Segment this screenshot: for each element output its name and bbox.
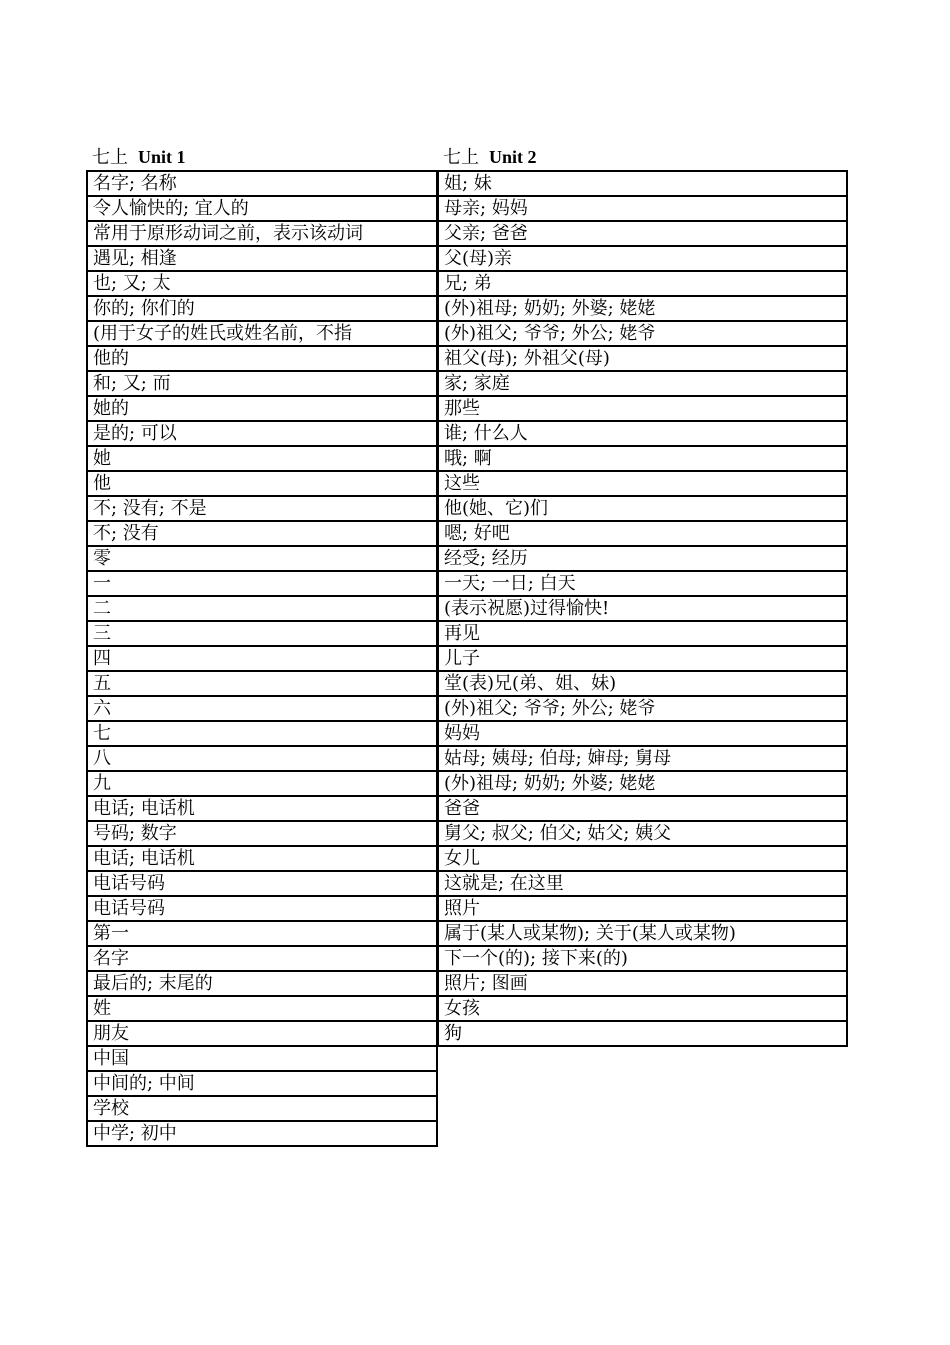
- unit1-row: [87, 871, 437, 896]
- unit1-row: [87, 796, 437, 821]
- unit2-row: [438, 621, 847, 646]
- unit2-row: [438, 696, 847, 721]
- unit2-meaning-cell: 经受; 经历: [438, 546, 847, 571]
- unit2-row: [438, 646, 847, 671]
- unit1-row: [87, 821, 437, 846]
- unit2-grade: 七上: [443, 147, 479, 168]
- unit2-meaning-cell: 下一个(的); 接下来(的): [438, 946, 847, 971]
- unit2-meaning-cell: 那些: [438, 396, 847, 421]
- unit1-vocab-table: [86, 170, 438, 1147]
- unit1-row: [87, 596, 437, 621]
- unit2-meaning-cell: 一天; 一日; 白天: [438, 571, 847, 596]
- unit1-meaning-cell: 号码; 数字: [87, 821, 437, 846]
- unit2-meaning-cell: 谁; 什么人: [438, 421, 847, 446]
- unit1-meaning-cell: 她的: [87, 396, 437, 421]
- unit1-meaning-cell: 五: [87, 671, 437, 696]
- unit1-meaning-cell: 中学; 初中: [87, 1121, 437, 1146]
- unit1-row: [87, 296, 437, 321]
- unit2-row: [438, 171, 847, 196]
- unit1-row: [87, 896, 437, 921]
- unit1-row: [87, 996, 437, 1021]
- unit2-vocab-table: [437, 170, 848, 1047]
- unit1-meaning-cell: 常用于原形动词之前，表示该动词: [87, 221, 437, 246]
- unit1-meaning-cell: 不; 没有; 不是: [87, 496, 437, 521]
- unit2-meaning-cell: (外)祖父; 爷爷; 外公; 姥爷: [438, 321, 847, 346]
- unit1-row: [87, 446, 437, 471]
- unit1-meaning-cell: 电话; 电话机: [87, 846, 437, 871]
- unit2-meaning-cell: 爸爸: [438, 796, 847, 821]
- unit2-meaning-cell: 祖父(母); 外祖父(母): [438, 346, 847, 371]
- unit1-row: [87, 921, 437, 946]
- unit1-meaning-cell: 中间的; 中间: [87, 1071, 437, 1096]
- unit1-meaning-cell: 他: [87, 471, 437, 496]
- unit2-row: [438, 996, 847, 1021]
- unit2-meaning-cell: 父(母)亲: [438, 246, 847, 271]
- unit1-grade: 七上: [92, 147, 128, 168]
- unit2-row: [438, 571, 847, 596]
- unit1-row: [87, 571, 437, 596]
- unit1-meaning-cell: (用于女子的姓氏或姓名前，不指: [87, 321, 437, 346]
- unit1-row: [87, 696, 437, 721]
- unit1-meaning-cell: 和; 又; 而: [87, 371, 437, 396]
- unit1-row: [87, 321, 437, 346]
- unit1-row: [87, 346, 437, 371]
- unit2-row: [438, 471, 847, 496]
- unit2-row: [438, 671, 847, 696]
- unit2-row: [438, 771, 847, 796]
- unit1-meaning-cell: 朋友: [87, 1021, 437, 1046]
- unit1-meaning-cell: 二: [87, 596, 437, 621]
- unit2-meaning-cell: (外)祖父; 爷爷; 外公; 姥爷: [438, 696, 847, 721]
- unit1-row: [87, 271, 437, 296]
- unit1-meaning-cell: 电话号码: [87, 896, 437, 921]
- unit2-row: [438, 346, 847, 371]
- unit1-meaning-cell: 零: [87, 546, 437, 571]
- unit2-row: [438, 396, 847, 421]
- unit2-row: [438, 971, 847, 996]
- unit1-row: [87, 246, 437, 271]
- unit1-meaning-cell: 遇见; 相逢: [87, 246, 437, 271]
- unit2-meaning-cell: 母亲; 妈妈: [438, 196, 847, 221]
- unit2-row: [438, 821, 847, 846]
- unit2-meaning-cell: 儿子: [438, 646, 847, 671]
- unit2-header: [437, 144, 848, 170]
- unit1-row: [87, 1046, 437, 1071]
- unit1-meaning-cell: 第一: [87, 921, 437, 946]
- unit1-meaning-cell: 是的; 可以: [87, 421, 437, 446]
- unit1-meaning-cell: 他的: [87, 346, 437, 371]
- unit1-meaning-cell: 名字: [87, 946, 437, 971]
- unit1-row: [87, 946, 437, 971]
- unit2-row: [438, 271, 847, 296]
- unit1-meaning-cell: 最后的; 末尾的: [87, 971, 437, 996]
- unit2-row: [438, 246, 847, 271]
- unit2-meaning-cell: 女孩: [438, 996, 847, 1021]
- unit1-meaning-cell: 中国: [87, 1046, 437, 1071]
- unit2-meaning-cell: 兄; 弟: [438, 271, 847, 296]
- unit2-row: [438, 596, 847, 621]
- unit1-meaning-cell: 电话号码: [87, 871, 437, 896]
- unit1-row: [87, 421, 437, 446]
- unit1-meaning-cell: 你的; 你们的: [87, 296, 437, 321]
- unit2-meaning-cell: (外)祖母; 奶奶; 外婆; 姥姥: [438, 771, 847, 796]
- unit1-row: [87, 371, 437, 396]
- unit2-row: [438, 221, 847, 246]
- unit2-meaning-cell: 狗: [438, 1021, 847, 1046]
- unit2-row: [438, 871, 847, 896]
- unit2-meaning-cell: (外)祖母; 奶奶; 外婆; 姥姥: [438, 296, 847, 321]
- unit1-row: [87, 1071, 437, 1096]
- unit2-meaning-cell: 他(她、它)们: [438, 496, 847, 521]
- unit1-row: [87, 221, 437, 246]
- unit2-row: [438, 896, 847, 921]
- unit1-meaning-cell: 六: [87, 696, 437, 721]
- unit2-meaning-cell: (表示祝愿)过得愉快!: [438, 596, 847, 621]
- unit2-meaning-cell: 属于(某人或某物); 关于(某人或某物): [438, 921, 847, 946]
- unit2-meaning-cell: 姐; 妹: [438, 171, 847, 196]
- unit2-meaning-cell: 再见: [438, 621, 847, 646]
- unit2-row: [438, 1021, 847, 1046]
- unit2-row: [438, 371, 847, 396]
- unit2-row: [438, 946, 847, 971]
- unit2-row: [438, 196, 847, 221]
- unit2-row: [438, 421, 847, 446]
- unit2-row: [438, 446, 847, 471]
- unit1-meaning-cell: 她: [87, 446, 437, 471]
- unit2-meaning-cell: 妈妈: [438, 721, 847, 746]
- unit2-meaning-cell: 舅父; 叔父; 伯父; 姑父; 姨父: [438, 821, 847, 846]
- unit1-column: [86, 144, 438, 1147]
- unit2-meaning-cell: 姑母; 姨母; 伯母; 婶母; 舅母: [438, 746, 847, 771]
- unit2-row: [438, 846, 847, 871]
- unit2-meaning-cell: 嗯; 好吧: [438, 521, 847, 546]
- unit1-meaning-cell: 姓: [87, 996, 437, 1021]
- unit1-row: [87, 1121, 437, 1146]
- unit1-row: [87, 846, 437, 871]
- unit1-meaning-cell: 电话; 电话机: [87, 796, 437, 821]
- unit1-row: [87, 721, 437, 746]
- unit1-row: [87, 1096, 437, 1121]
- unit1-meaning-cell: 也; 又; 太: [87, 271, 437, 296]
- unit1-meaning-cell: 不; 没有: [87, 521, 437, 546]
- unit2-meaning-cell: 堂(表)兄(弟、姐、妹): [438, 671, 847, 696]
- unit1-meaning-cell: 四: [87, 646, 437, 671]
- unit2-meaning-cell: 女儿: [438, 846, 847, 871]
- unit2-column: [437, 144, 848, 1047]
- unit2-row: [438, 746, 847, 771]
- unit1-meaning-cell: 七: [87, 721, 437, 746]
- unit2-meaning-cell: 家; 家庭: [438, 371, 847, 396]
- unit2-row: [438, 521, 847, 546]
- unit2-row: [438, 796, 847, 821]
- unit1-row: [87, 171, 437, 196]
- unit2-row: [438, 546, 847, 571]
- unit1-row: [87, 646, 437, 671]
- unit1-row: [87, 746, 437, 771]
- unit1-row: [87, 521, 437, 546]
- unit1-meaning-cell: 学校: [87, 1096, 437, 1121]
- unit2-meaning-cell: 照片: [438, 896, 847, 921]
- unit2-row: [438, 321, 847, 346]
- unit1-row: [87, 771, 437, 796]
- unit1-meaning-cell: 一: [87, 571, 437, 596]
- unit1-row: [87, 621, 437, 646]
- unit1-meaning-cell: 三: [87, 621, 437, 646]
- unit2-meaning-cell: 照片; 图画: [438, 971, 847, 996]
- unit2-meaning-cell: 这就是; 在这里: [438, 871, 847, 896]
- unit1-meaning-cell: 令人愉快的; 宜人的: [87, 196, 437, 221]
- unit2-row: [438, 721, 847, 746]
- unit1-row: [87, 971, 437, 996]
- unit1-header: [86, 144, 438, 170]
- unit2-row: [438, 296, 847, 321]
- unit1-row: [87, 471, 437, 496]
- unit1-row: [87, 671, 437, 696]
- unit1-row: [87, 546, 437, 571]
- unit1-meaning-cell: 名字; 名称: [87, 171, 437, 196]
- unit1-row: [87, 196, 437, 221]
- unit1-row: [87, 496, 437, 521]
- unit1-row: [87, 396, 437, 421]
- unit2-meaning-cell: 父亲; 爸爸: [438, 221, 847, 246]
- unit2-meaning-cell: 这些: [438, 471, 847, 496]
- unit1-title: Unit 1: [138, 147, 186, 167]
- unit2-meaning-cell: 哦; 啊: [438, 446, 847, 471]
- unit1-row: [87, 1021, 437, 1046]
- unit1-meaning-cell: 九: [87, 771, 437, 796]
- unit1-meaning-cell: 八: [87, 746, 437, 771]
- unit2-row: [438, 921, 847, 946]
- unit2-title: Unit 2: [489, 147, 537, 167]
- unit2-row: [438, 496, 847, 521]
